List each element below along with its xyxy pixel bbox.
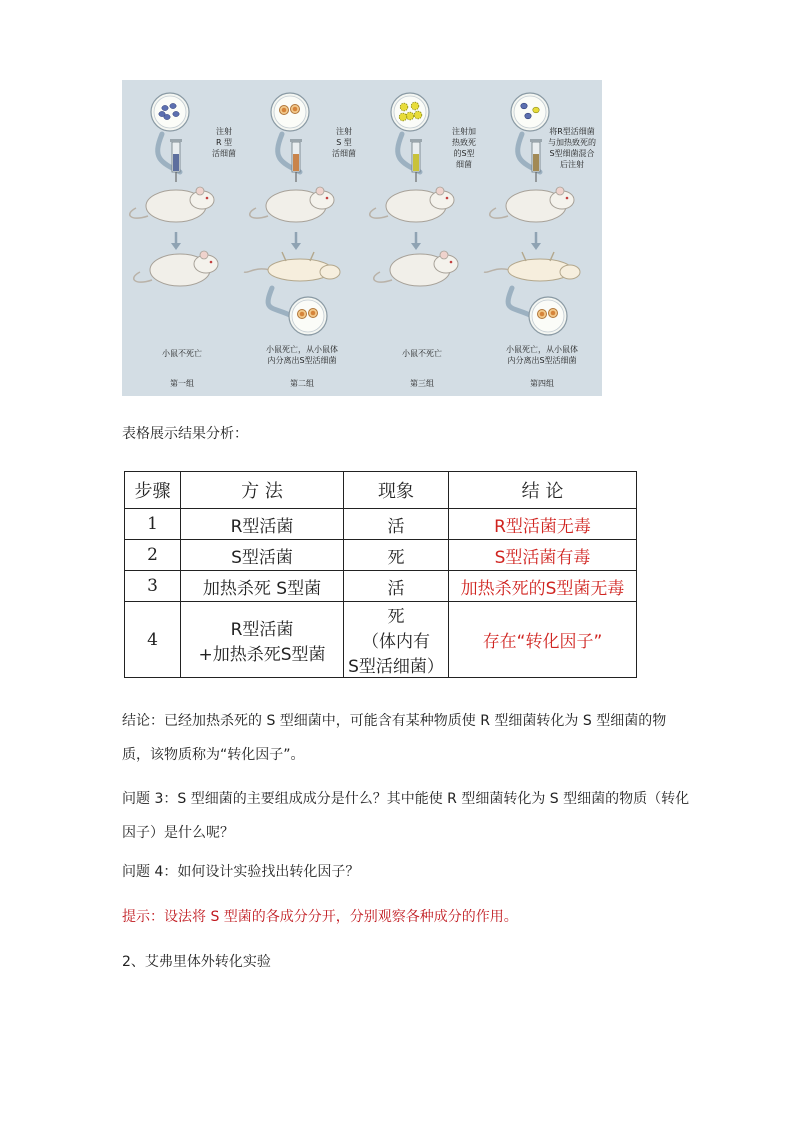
- phenomenon-cell-line: 活: [387, 578, 405, 599]
- dish-inner: [394, 96, 426, 128]
- s-bacterium-core: [300, 312, 305, 317]
- mouse-icon: [250, 187, 334, 222]
- petri-dish-icon: [151, 93, 189, 131]
- phenomenon-cell-line: 活: [387, 516, 405, 537]
- mouse-leg: [522, 252, 526, 261]
- r-bacterium: [159, 111, 165, 116]
- method-cell-line: R型活菌: [230, 516, 294, 537]
- syringe-liquid: [293, 154, 299, 171]
- syringe-liquid: [413, 154, 419, 171]
- conclusion-cell: [449, 571, 637, 602]
- mouse-eye: [566, 197, 569, 200]
- header-method: 方 法: [181, 472, 344, 509]
- conclusion-cell-line: R型活菌无毒: [494, 516, 591, 537]
- curved-arrow-icon: [508, 288, 532, 316]
- result-table: [124, 471, 637, 678]
- mouse-icon: [134, 251, 218, 286]
- mouse-ear: [316, 187, 324, 195]
- group-panel-4: [482, 80, 602, 396]
- group-panel-2: [242, 80, 362, 396]
- step-cell-line: 2: [147, 545, 158, 565]
- conclusion-cell-line: 存在“转化因子”: [482, 632, 603, 652]
- mouse-head: [560, 265, 580, 279]
- phenomenon-cell: [344, 509, 449, 540]
- phenomenon-cell-line: （体内有: [362, 632, 430, 652]
- step-cell: [125, 540, 181, 571]
- method-cell: [181, 509, 344, 540]
- r-bacterium: [173, 111, 179, 116]
- curved-arrow-icon: [268, 288, 292, 316]
- result-label: 小鼠不死亡: [402, 349, 442, 358]
- mouse-icon: [130, 187, 214, 222]
- syringe-icon: [170, 139, 182, 182]
- conclusion-cell: [449, 540, 637, 571]
- dish-inner: [292, 300, 324, 332]
- syringe-icon: [530, 139, 542, 182]
- method-cell-line: +加热杀死S型菌: [198, 644, 326, 665]
- syringe-plunger: [290, 139, 302, 142]
- injection-label: 将R型活细菌 与加热致死的 S型细菌混合 后注射: [548, 127, 596, 169]
- petri-dish-icon: [529, 297, 567, 335]
- method-cell: [181, 571, 344, 602]
- syringe-liquid: [173, 154, 179, 171]
- phenomenon-cell-line: S型活细菌）: [348, 657, 444, 677]
- dead-mouse-icon: [484, 252, 580, 281]
- s-bacterium-core: [282, 108, 287, 113]
- dead-mouse-icon: [244, 252, 340, 281]
- mouse-ear: [556, 187, 564, 195]
- mouse-tail: [130, 208, 148, 218]
- conclusion-cell: [449, 602, 637, 678]
- phenomenon-cell: [344, 602, 449, 678]
- group-label: 第一组: [170, 379, 194, 388]
- syringe-plunger: [410, 139, 422, 142]
- method-cell: [181, 540, 344, 571]
- dish-inner: [532, 300, 564, 332]
- table-body: [125, 509, 637, 678]
- hint-text: 提示：设法将 S 型菌的各成分分开，分别观察各种成分的作用。: [122, 909, 518, 925]
- down-arrow-icon: [531, 243, 541, 250]
- header-step: 步骤: [125, 472, 181, 509]
- griffith-experiment-figure: [122, 80, 600, 396]
- conclusion-cell: [449, 509, 637, 540]
- conclusion-cell-line: 加热杀死的S型菌无毒: [460, 578, 625, 599]
- petri-dish-icon: [391, 93, 429, 131]
- s-bacterium-core: [293, 107, 298, 112]
- injection-label: 注射 R 型 活细菌: [212, 127, 236, 158]
- dish-inner: [154, 96, 186, 128]
- mouse-eye: [206, 197, 209, 200]
- heat-killed-bacterium: [411, 102, 419, 110]
- group-label: 第四组: [530, 379, 554, 388]
- table-header-row: [125, 472, 637, 509]
- mixed-bacterium: [533, 107, 539, 113]
- section-heading-2: 2、艾弗里体外转化实验: [122, 954, 271, 970]
- step-cell-line: 1: [147, 514, 158, 534]
- group-panel-3: [362, 80, 482, 396]
- mouse-eye: [450, 261, 453, 264]
- mouse-tail: [490, 208, 508, 218]
- table-row: [125, 571, 637, 602]
- group-label: 第二组: [290, 379, 314, 388]
- step-cell: [125, 602, 181, 678]
- step-cell-line: 4: [147, 629, 158, 650]
- r-bacterium: [170, 103, 176, 108]
- step-cell: [125, 509, 181, 540]
- mouse-tail: [244, 269, 270, 272]
- injection-label: 注射 S 型 活细菌: [332, 127, 356, 158]
- mouse-tail: [374, 272, 392, 282]
- group-label: 第三组: [410, 379, 434, 388]
- r-bacterium: [162, 105, 168, 110]
- down-arrow-icon: [291, 243, 301, 250]
- conclusion-paragraph: 结论：已经加热杀死的 S 型细菌中，可能含有某种物质使 R 型细菌转化为 S 型细菌的物质，该物质称为“转化因子”。: [122, 713, 667, 763]
- header-phenomenon: 现象: [344, 472, 449, 509]
- injection-label: 注射加 热致死 的S型 细菌: [452, 127, 476, 169]
- mouse-leg: [282, 252, 286, 261]
- method-cell-line: S型活菌: [231, 547, 293, 568]
- mouse-tail: [134, 272, 152, 282]
- mouse-ear: [200, 251, 208, 259]
- mouse-tail: [484, 269, 510, 272]
- mixed-bacterium: [525, 113, 531, 119]
- mouse-eye: [326, 197, 329, 200]
- s-bacterium-core: [551, 311, 556, 316]
- mouse-head: [320, 265, 340, 279]
- phenomenon-cell-line: 死: [387, 607, 405, 627]
- mouse-tail: [370, 208, 388, 218]
- table-intro: 表格展示结果分析：: [122, 426, 248, 442]
- header-conclusion: 结 论: [449, 472, 637, 509]
- table-row: [125, 602, 637, 678]
- dish-inner: [514, 96, 546, 128]
- phenomenon-cell: [344, 571, 449, 602]
- petri-dish-icon: [511, 93, 549, 131]
- heat-killed-bacterium: [414, 111, 422, 119]
- mouse-eye: [446, 197, 449, 200]
- mouse-tail: [250, 208, 268, 218]
- conclusion-cell-line: S型活菌有毒: [494, 547, 591, 568]
- step-cell: [125, 571, 181, 602]
- phenomenon-cell: [344, 540, 449, 571]
- heat-killed-bacterium: [400, 103, 408, 111]
- mouse-ear: [196, 187, 204, 195]
- syringe-icon: [410, 139, 422, 182]
- heat-killed-bacterium: [406, 112, 414, 120]
- down-arrow-icon: [411, 243, 421, 250]
- step-cell-line: 3: [147, 576, 158, 596]
- mouse-icon: [490, 187, 574, 222]
- result-label: 小鼠死亡，从小鼠体 内分离出S型活细菌: [266, 345, 338, 365]
- method-cell: [181, 602, 344, 678]
- mixed-bacterium: [521, 103, 527, 109]
- table-row: [125, 540, 637, 571]
- result-label: 小鼠死亡，从小鼠体 内分离出S型活细菌: [506, 345, 578, 365]
- method-cell-line: 加热杀死 S型菌: [202, 578, 322, 599]
- mouse-eye: [210, 261, 213, 264]
- petri-dish-icon: [271, 93, 309, 131]
- heat-killed-bacterium: [399, 113, 407, 121]
- mouse-ear: [440, 251, 448, 259]
- dish-inner: [274, 96, 306, 128]
- mouse-icon: [370, 187, 454, 222]
- method-cell-line: R型活菌: [230, 619, 294, 640]
- syringe-icon: [290, 139, 302, 182]
- syringe-plunger: [530, 139, 542, 142]
- table-row: [125, 509, 637, 540]
- mouse-ear: [436, 187, 444, 195]
- phenomenon-cell-line: 死: [387, 547, 405, 568]
- group-panel-1: [122, 80, 242, 396]
- s-bacterium-core: [540, 312, 545, 317]
- syringe-liquid: [533, 154, 539, 171]
- result-label: 小鼠不死亡: [162, 349, 202, 358]
- down-arrow-icon: [171, 243, 181, 250]
- question-3: 问题 3：S 型细菌的主要组成成分是什么？其中能使 R 型细菌转化为 S 型细菌的物质（转化因子）是什么呢？: [122, 791, 690, 841]
- question-4: 问题 4：如何设计实验找出转化因子？: [122, 864, 360, 880]
- s-bacterium-core: [311, 311, 316, 316]
- petri-dish-icon: [289, 297, 327, 335]
- syringe-plunger: [170, 139, 182, 142]
- mouse-icon: [374, 251, 458, 286]
